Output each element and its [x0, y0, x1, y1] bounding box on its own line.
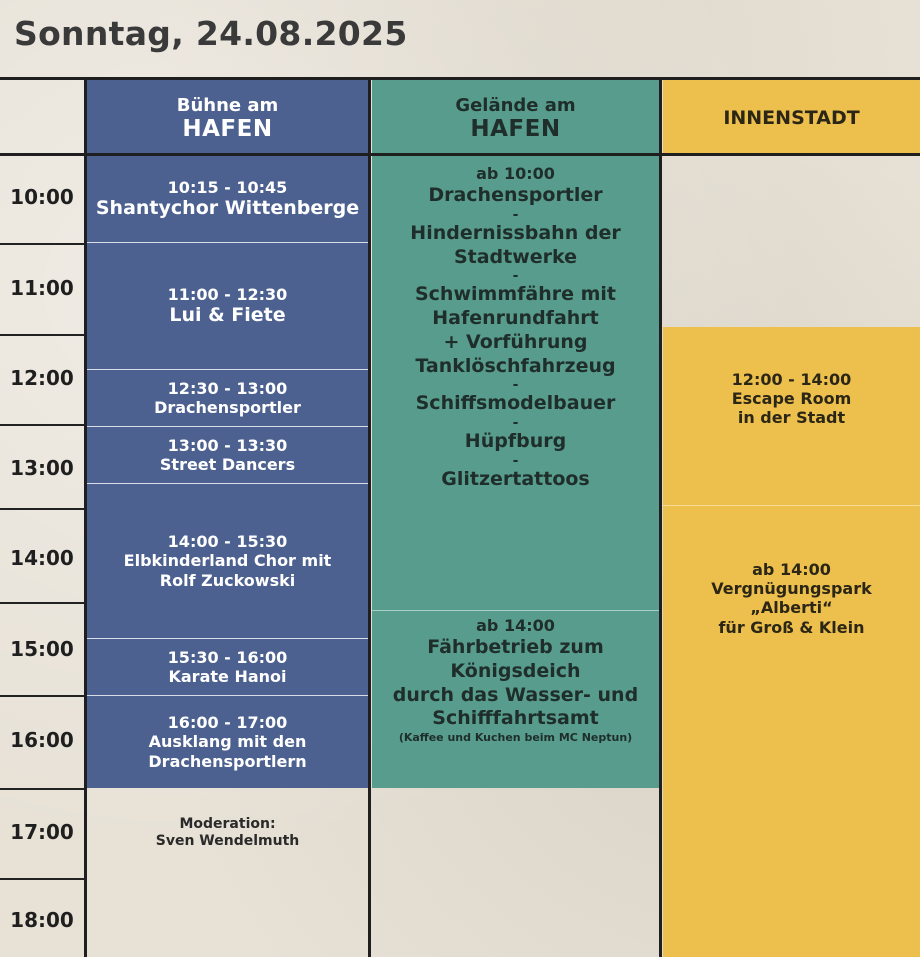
moderation-label: Moderation: [179, 816, 276, 833]
gelaende-separator [372, 610, 659, 611]
time-label: 15:00 [10, 637, 74, 661]
activity: Drachensportler [428, 184, 603, 206]
stage-event [87, 370, 368, 426]
header-stage-small: Bühne am [176, 94, 279, 116]
stage-event [87, 156, 368, 242]
separator-dash: - [512, 206, 519, 223]
time-label: 18:00 [10, 908, 74, 932]
event-time: 12:00 - 14:00 [731, 370, 852, 389]
activity: + Vorführung [443, 330, 588, 353]
header-gelaende-small: Gelände am [455, 94, 576, 116]
block-start: ab 14:00 [476, 616, 555, 635]
event-name-line1: Ausklang mit den [148, 732, 307, 752]
activity: Tanklöschfahrzeug [415, 354, 616, 377]
header-gelaende-big: HAFEN [470, 115, 561, 142]
row-line [0, 508, 85, 510]
activity: Schwimmfähre mit [414, 283, 616, 306]
event-time: 13:00 - 13:30 [167, 435, 288, 455]
time-label: 17:00 [10, 820, 74, 844]
stage-event [87, 639, 368, 695]
activity-line: durch das Wasser- und [392, 683, 639, 706]
event-name: Karate Hanoi [168, 667, 287, 686]
event-name-line2: Rolf Zuckowski [159, 570, 296, 590]
activity: Stadtwerke [453, 245, 578, 268]
separator-dash: - [512, 452, 519, 469]
activity-note: (Kaffee und Kuchen beim MC Neptun) [398, 731, 633, 744]
activity-line: Fährbetrieb zum [427, 636, 604, 658]
row-line [0, 424, 85, 426]
event-name-line2: in der Stadt [737, 408, 846, 428]
event-name-line3: für Groß & Klein [718, 617, 865, 637]
stage-event [87, 696, 368, 788]
header-innenstadt-label: INNENSTADT [723, 107, 860, 129]
event-time: 16:00 - 17:00 [167, 713, 288, 733]
separator-dash: - [512, 415, 519, 431]
separator-dash: - [512, 377, 519, 394]
header-innenstadt [663, 82, 920, 154]
event-name-line2: „Alberti“ [750, 598, 833, 618]
row-line [0, 695, 85, 697]
activity: Schiffsmodelbauer [415, 392, 616, 415]
time-label: 14:00 [10, 546, 74, 570]
innenstadt-separator [663, 505, 920, 506]
row-line [0, 243, 85, 245]
innenstadt-event [663, 560, 920, 670]
page-title: Sonntag, 24.08.2025 [14, 14, 408, 53]
event-time: 12:30 - 13:00 [167, 378, 288, 398]
activity-line: Schifffahrtsamt [432, 707, 599, 730]
activity: Hüpfburg [464, 430, 567, 452]
event-time: ab 14:00 [752, 560, 831, 579]
stage-event [87, 427, 368, 483]
time-label: 10:00 [10, 185, 74, 209]
stage-event [87, 484, 368, 638]
grid-col-line-2 [368, 77, 371, 957]
event-name: Drachensportler [154, 398, 301, 417]
activity: Hindernissbahn der [410, 221, 621, 244]
event-time: 10:15 - 10:45 [167, 178, 288, 197]
activity: Glitzertattoos [441, 467, 590, 490]
moderation [87, 808, 368, 858]
activity-line: Königsdeich [450, 659, 581, 682]
gelaende-block-2 [372, 616, 659, 784]
moderation-name: Sven Wendelmuth [155, 833, 300, 849]
row-line [0, 788, 85, 790]
row-line [0, 878, 85, 880]
header-stage [87, 82, 368, 154]
row-line [0, 602, 85, 604]
time-label: 13:00 [10, 456, 74, 480]
grid-top-line [0, 77, 920, 80]
gelaende-block-1 [372, 164, 659, 584]
event-name: Shantychor Wittenberge [95, 197, 360, 220]
event-name-line1: Vergnügungspark [711, 579, 872, 599]
block-start: ab 10:00 [476, 164, 555, 183]
event-name: Street Dancers [159, 455, 296, 474]
event-time: 15:30 - 16:00 [167, 647, 288, 667]
innenstadt-event [663, 370, 920, 460]
separator-dash: - [512, 268, 519, 285]
row-line [0, 334, 85, 336]
activity: Hafenrundfahrt [432, 307, 599, 329]
header-stage-big: HAFEN [182, 115, 273, 142]
time-label: 16:00 [10, 728, 74, 752]
time-label: 12:00 [10, 366, 74, 390]
header-gelaende [372, 82, 659, 154]
event-time: 11:00 - 12:30 [167, 285, 288, 304]
event-name-line1: Elbkinderland Chor mit [123, 551, 332, 571]
event-name: Lui & Fiete [169, 304, 286, 327]
event-name-line1: Escape Room [731, 389, 852, 409]
stage-event [87, 243, 368, 369]
grid-col-line-3 [659, 77, 662, 957]
time-label: 11:00 [10, 276, 74, 300]
event-time: 14:00 - 15:30 [167, 532, 288, 552]
event-name-line2: Drachensportlern [148, 751, 307, 771]
